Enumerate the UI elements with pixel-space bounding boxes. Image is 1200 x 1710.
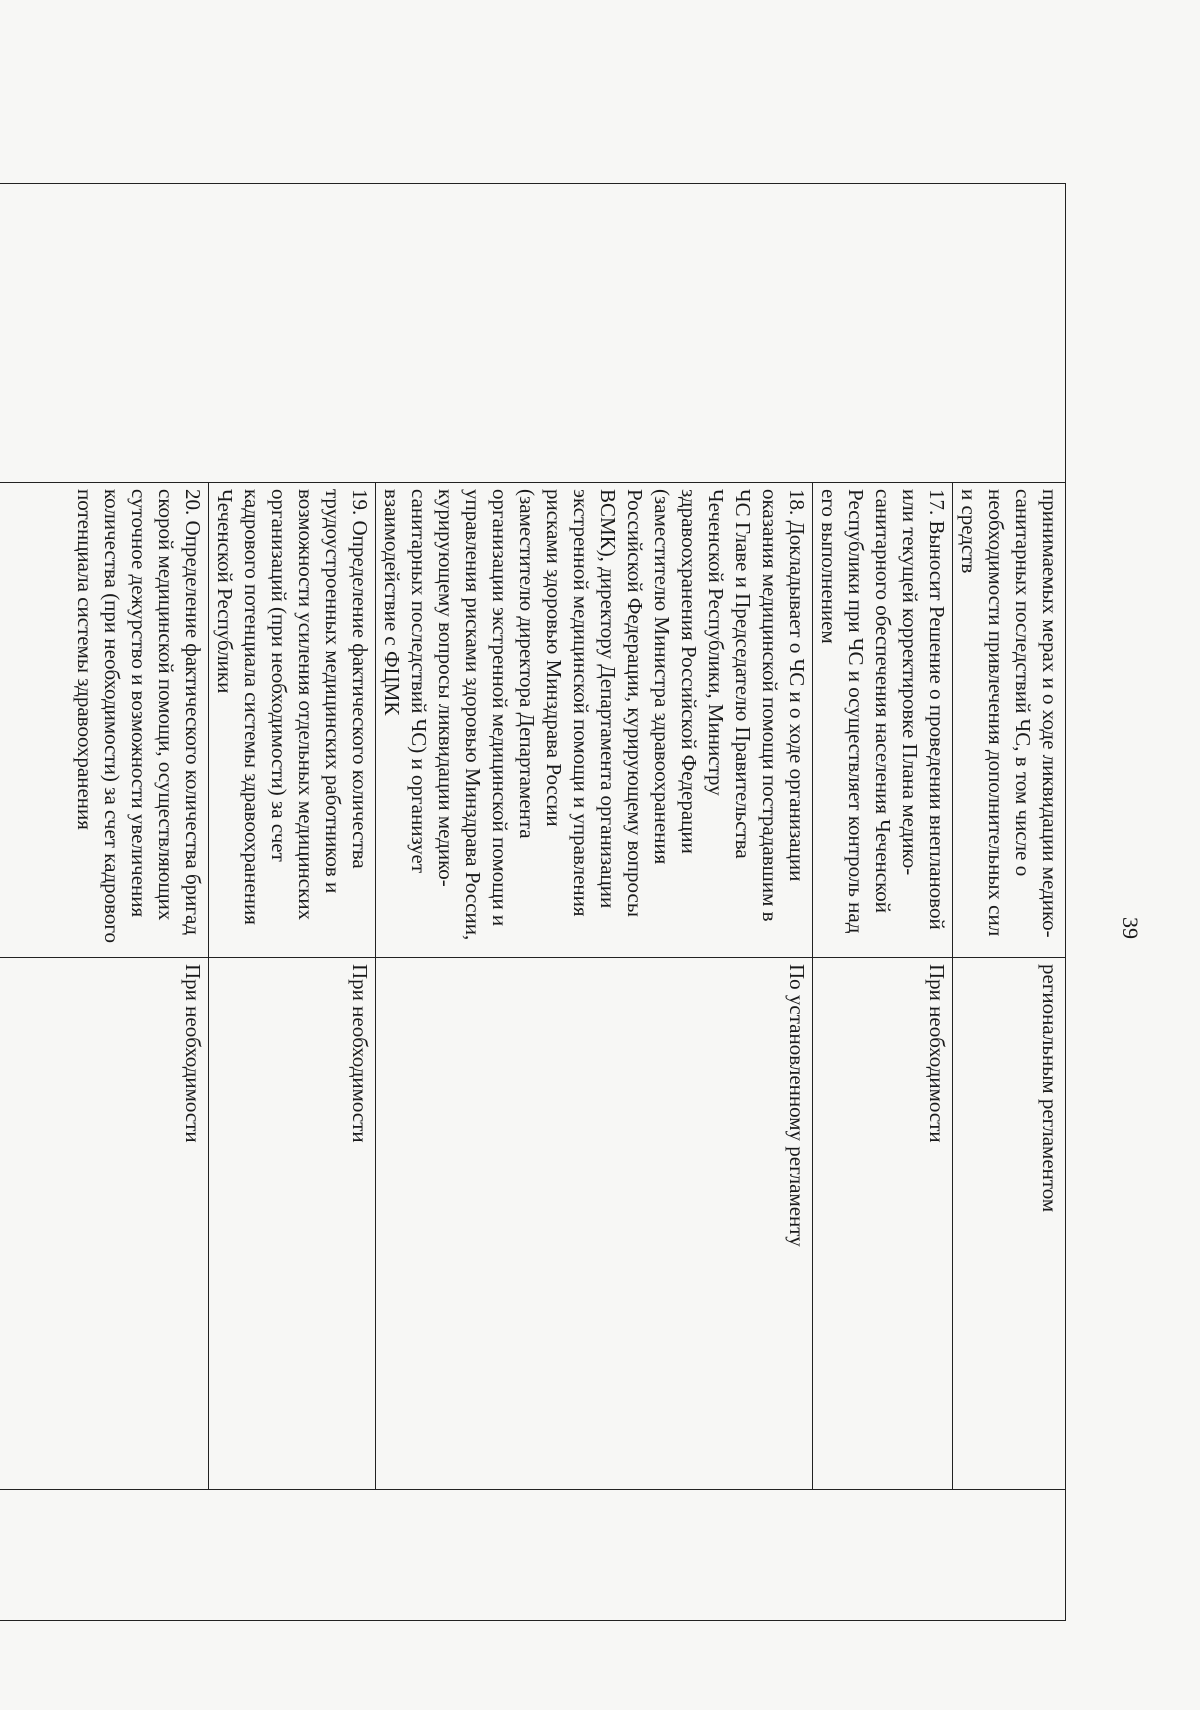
period-cell (953, 958, 1066, 1490)
document-table (0, 183, 1066, 1621)
period-cell (813, 958, 953, 1490)
period-text: региональным регламентом (1038, 964, 1062, 1213)
action-text: 19. Определение фактического количества трудоустроенных медицинских работников и возможности усиления отдельных медицинских организаций (при необходимости) за счет кадрового потенциала системы здравоохранения Чеченской Республики (213, 489, 372, 925)
action-text: 18. Докладывает о ЧС и о ходе организации оказания медицинской помощи пострадавшим в ЧС Главе и Председателю Правительства Чеченской Республики, Министру здравоохранения Российской Федерации (заместителю Министра здравоохранения Российской Федерации, курирующему вопросы ВСМК), директору Департамента организации экстренной медицинской помощи и управления рисками здоровью Минздрава России (заместителю директора Департамента организации экстренной медицинской помощи и управления рисками здоровью Минздрава России, курирующему вопросы ликвидации медико-санитарных последствий ЧС) и организует взаимодействие с ФЦМК (380, 489, 809, 941)
page-number: 39 (1118, 917, 1143, 939)
action-cell (0, 483, 209, 958)
action-cell (813, 483, 953, 958)
period-cell (209, 958, 376, 1490)
period-text: При необходимости (348, 964, 372, 1143)
action-text: 20. Определение фактического количества бригад скорой медицинской помощи, осуществляющих суточное дежурство и возможности увеличения количества (при необходимости) за счет кадрового потенциала системы здравоохранения (73, 489, 205, 943)
period-cell (0, 958, 209, 1490)
time-column-cell (0, 184, 1066, 483)
period-text: При необходимости (925, 964, 949, 1143)
period-text: При необходимости (181, 964, 205, 1143)
action-text: 17. Выносит Решение о проведении внеплановой или текущей корректировке Плана медико-санитарного обеспечения населения Чеченской Республики при ЧС и осуществляет контроль над его выполнением (817, 489, 949, 934)
period-cell (376, 958, 813, 1490)
executor-column-cell (0, 1490, 1066, 1621)
action-text: принимаемых мерах и о ходе ликвидации медико-санитарных последствий ЧС, в том числе о необходимости привлечения дополнительных сил и средств (957, 489, 1062, 938)
table-row (953, 184, 1066, 1621)
document-table-wrapper (73, 183, 1066, 1620)
action-cell (209, 483, 376, 958)
action-cell (953, 483, 1066, 958)
action-cell (376, 483, 813, 958)
rotated-table-container (73, 183, 1066, 1620)
period-text: По установленному регламенту (785, 964, 809, 1247)
